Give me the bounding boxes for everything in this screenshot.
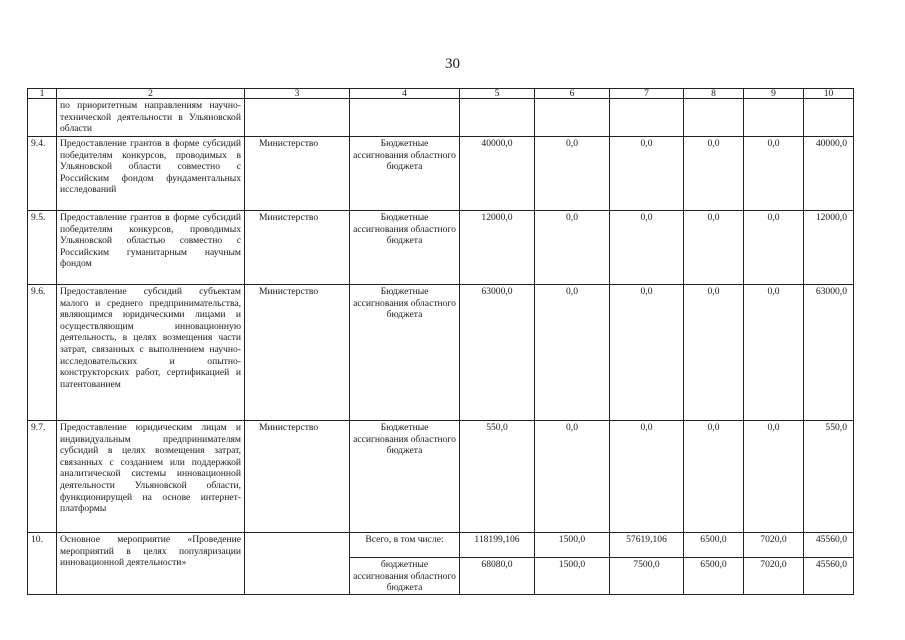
row-value: 7500,0 <box>610 558 684 595</box>
row-value: 0,0 <box>744 137 804 211</box>
row-value: 0,0 <box>610 137 684 211</box>
row-executor <box>245 533 350 595</box>
row-value: 68080,0 <box>460 558 535 595</box>
row-value: 40000,0 <box>804 137 854 211</box>
row-value <box>684 99 744 137</box>
row-value: 0,0 <box>744 211 804 285</box>
row-value: 0,0 <box>535 137 610 211</box>
row-value: 1500,0 <box>535 533 610 558</box>
row-value: 57619,106 <box>610 533 684 558</box>
row-description: Предоставление юридическим лицам и индивидуальным предпринимателям субсидий в целях возмещения затрат, связанных с созданием или поддержкой аналитической системы инновационной деятельности Ульяновской области, функционирущей на основе интернет-платформы <box>57 421 245 533</box>
row-value: 0,0 <box>610 421 684 533</box>
row-value: 63000,0 <box>460 285 535 421</box>
header-cell: 3 <box>245 89 350 99</box>
row-funding-source: бюджетные ассигнования областного бюджета <box>350 558 460 595</box>
row-description: Предоставление субсидий субъектам малого и среднего предпринимательства, являющимся юридическими лицами и осуществляющим инновационную деятельность, в целях возмещения части затрат, связанных с выполнением научно-исследовательских и опытно-конструкторских работ, сертификацией и патентованием <box>57 285 245 421</box>
row-value: 0,0 <box>684 211 744 285</box>
table-row <box>28 533 854 558</box>
row-funding-source: Бюджетные ассигнования областного бюджета <box>350 421 460 533</box>
header-cell: 2 <box>57 89 245 99</box>
row-number: 10. <box>28 533 57 595</box>
row-description: по приоритетным направлениям научно-технической деятельности в Ульяновской области <box>57 99 245 137</box>
row-value: 0,0 <box>535 211 610 285</box>
row-value: 550,0 <box>804 421 854 533</box>
row-value: 40000,0 <box>460 137 535 211</box>
header-cell: 8 <box>684 89 744 99</box>
row-value <box>610 99 684 137</box>
row-value: 7020,0 <box>744 533 804 558</box>
page-number: 30 <box>445 56 460 72</box>
row-value: 0,0 <box>744 421 804 533</box>
column-number-header <box>28 89 854 99</box>
header-cell: 4 <box>350 89 460 99</box>
budget-table-container <box>27 88 853 595</box>
row-funding-source: Бюджетные ассигнования областного бюджета <box>350 285 460 421</box>
row-funding-source: Всего, в том числе: <box>350 533 460 558</box>
row-value: 45560,0 <box>804 533 854 558</box>
row-value: 7020,0 <box>744 558 804 595</box>
row-number: 9.6. <box>28 285 57 421</box>
row-description: Предоставление грантов в форме субсидий победителям конкурсов, проводимых в Ульяновской области совместно с Российским фондом фундаментальных исследований <box>57 137 245 211</box>
row-description: Предоставление грантов в форме субсидий победителям конкурсов, проводимых Ульяновской областью совместно с Российским гуманитарным научным фондом <box>57 211 245 285</box>
row-funding-source <box>350 99 460 137</box>
row-value: 45560,0 <box>804 558 854 595</box>
row-number <box>28 99 57 137</box>
header-cell: 1 <box>28 89 57 99</box>
row-description: Основное мероприятие «Проведение мероприятий в целях популяризации инновационной деятельности» <box>57 533 245 595</box>
row-value: 0,0 <box>610 211 684 285</box>
header-cell: 10 <box>804 89 854 99</box>
row-value: 6500,0 <box>684 558 744 595</box>
row-value: 0,0 <box>535 421 610 533</box>
table-row <box>28 421 854 533</box>
row-executor: Министерство <box>245 211 350 285</box>
budget-table <box>27 88 854 595</box>
row-number: 9.4. <box>28 137 57 211</box>
table-row <box>28 211 854 285</box>
table-row <box>28 285 854 421</box>
header-cell: 9 <box>744 89 804 99</box>
row-value <box>744 99 804 137</box>
row-value <box>460 99 535 137</box>
row-value: 6500,0 <box>684 533 744 558</box>
row-value: 0,0 <box>535 285 610 421</box>
row-executor <box>245 99 350 137</box>
row-funding-source: Бюджетные ассигнования областного бюджета <box>350 211 460 285</box>
table-row <box>28 137 854 211</box>
row-number: 9.5. <box>28 211 57 285</box>
row-value: 63000,0 <box>804 285 854 421</box>
row-value: 118199,106 <box>460 533 535 558</box>
row-value <box>804 99 854 137</box>
row-number: 9.7. <box>28 421 57 533</box>
row-value <box>535 99 610 137</box>
row-funding-source: Бюджетные ассигнования областного бюджета <box>350 137 460 211</box>
header-cell: 5 <box>460 89 535 99</box>
row-value: 0,0 <box>610 285 684 421</box>
table-row <box>28 99 854 137</box>
row-value: 12000,0 <box>460 211 535 285</box>
header-cell: 7 <box>610 89 684 99</box>
row-executor: Министерство <box>245 421 350 533</box>
header-cell: 6 <box>535 89 610 99</box>
row-executor: Министерство <box>245 285 350 421</box>
row-executor: Министерство <box>245 137 350 211</box>
row-value: 1500,0 <box>535 558 610 595</box>
row-value: 0,0 <box>744 285 804 421</box>
row-value: 550,0 <box>460 421 535 533</box>
row-value: 12000,0 <box>804 211 854 285</box>
row-value: 0,0 <box>684 137 744 211</box>
row-value: 0,0 <box>684 285 744 421</box>
row-value: 0,0 <box>684 421 744 533</box>
